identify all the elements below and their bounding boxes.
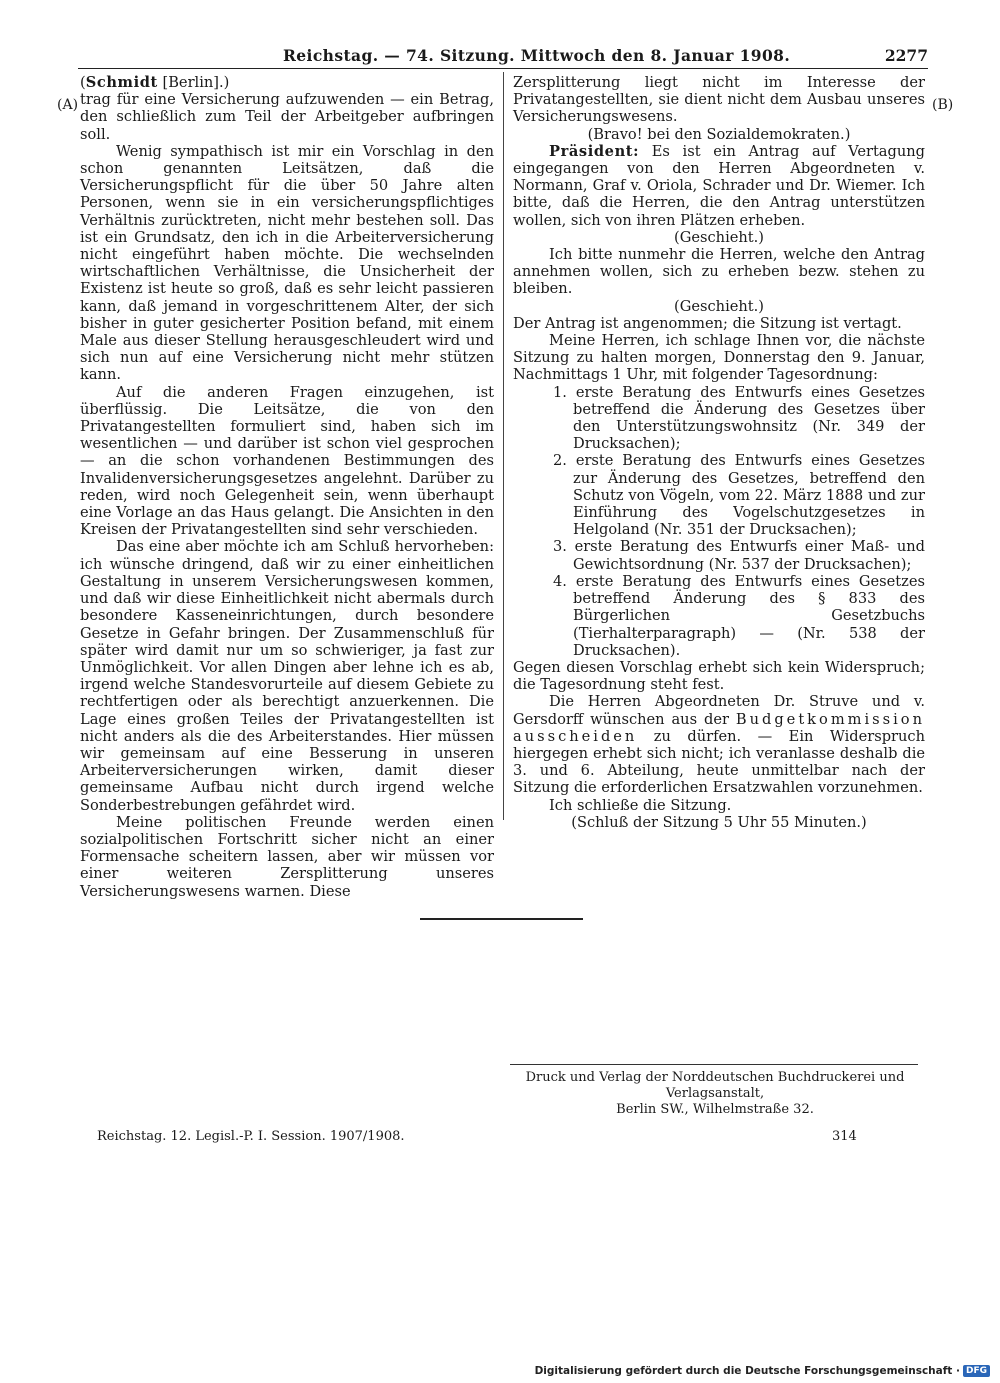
header-rule: [78, 68, 928, 69]
interjection: (Geschieht.): [674, 297, 764, 315]
footer-number: 314: [832, 1129, 857, 1144]
page-header: [78, 46, 928, 68]
paragraph: [513, 693, 925, 796]
speaker-line: (Schmidt [Berlin].): [80, 74, 230, 91]
paragraph: trag für eine Versicherung aufzuwenden — ein Betrag, den schließlich zum Teil der Arbeitgeber aufbringen soll.: [80, 91, 494, 143]
left-column: [80, 74, 494, 900]
agenda-item: 4. erste Beratung des Entwurfs eines Gesetzes betreffend Änderung des § 833 des Bürgerlichen Gesetzbuchs (Tierhalterparagraph) — (Nr. 538 der Drucksachen).: [553, 572, 925, 659]
margin-marker-b: (B): [932, 97, 954, 113]
printer-line: Berlin SW., Wilhelmstraße 32.: [616, 1102, 814, 1117]
paragraph: Der Antrag ist angenommen; die Sitzung ist vertagt.: [513, 314, 902, 332]
interjection: (Bravo! bei den Sozialdemokraten.): [587, 125, 851, 143]
dfg-logo: DFG: [963, 1365, 990, 1377]
printer-rule: [510, 1064, 918, 1065]
paragraph: Meine Herren, ich schlage Ihnen vor, die nächste Sitzung zu halten morgen, Donnerstag den 9. Januar, Nachmittags 1 Uhr, mit folgender Tagesordnung:: [513, 332, 925, 384]
president-speech: [513, 143, 925, 229]
paragraph: Ich bitte nunmehr die Herren, welche den Antrag annehmen wollen, sich zu erheben bezw. stehen zu bleiben.: [513, 246, 925, 298]
deputies-before: Die Herren Abgeordneten Dr. Struve und v. Gersdorff wünschen aus der: [513, 693, 925, 728]
dfg-credit: [535, 1365, 990, 1377]
dfg-text: Digitalisierung gefördert durch die Deutsche Forschungsgemeinschaft ·: [534, 1365, 960, 1377]
printer-line: Druck und Verlag der Norddeutschen Buchdruckerei und Verlagsanstalt,: [525, 1070, 905, 1101]
section-rule: [420, 918, 583, 920]
paragraph: Ich schließe die Sitzung.: [549, 796, 732, 814]
page-title: Reichstag. — 74. Sitzung. Mittwoch den 8. Januar 1908.: [283, 46, 791, 65]
agenda-item: 2. erste Beratung des Entwurfs eines Gesetzes zur Änderung des Gesetzes, betreffend den Schutz von Vögeln, vom 22. März 1888 und zur Einführung des Vogelschutzgesetzes in Helgoland (Nr. 351 der Drucksachen);: [553, 452, 925, 539]
paragraph: Auf die anderen Fragen einzugehen, ist überflüssig. Die Leitsätze, die von den Privatangestellten formuliert sind, haben sich im wesentlichen — und darüber ist schon viel gesprochen — an die schon vorhandenen Bestimmungen des Invalidenversicherungsgesetzes angelehnt. Darüber zu reden, wird noch Gelegenheit sein, wenn überhaupt eine Vorlage an das Haus gelangt. Die Ansichten in den Kreisen der Privatangestellten sind sehr verschieden.: [80, 383, 494, 539]
page-number: 2277: [884, 46, 928, 65]
president-label: Präsident:: [549, 142, 640, 160]
deputies-after: zu dürfen. — Ein Widerspruch hiergegen erhebt sich nicht; ich veranlasse deshalb die 3. und 6. Abteilung, heute unmittelbar nach der Sitzung die erforderlichen Ersatzwahlen vorzunehmen.: [513, 727, 925, 797]
agenda-item: 1. erste Beratung des Entwurfs eines Gesetzes betreffend die Änderung des Gesetzes über den Unterstützungswohnsitz (Nr. 349 der Drucksachen);: [553, 383, 925, 453]
interjection: (Geschieht.): [674, 228, 764, 246]
column-divider: [503, 72, 504, 820]
paragraph: Das eine aber möchte ich am Schluß hervorheben: ich wünsche dringend, daß wir zu einer einheitlichen Gestaltung in unserem Versicherungswesen kommen, und daß wir diese Einheitlichkeit nicht abermals durch besondere Kasseneinrichtungen, durch besondere Gesetze in Gefahr bringen. Der Zusammenschluß für später wird damit nur um so schwieriger, ja fast zur Unmöglichkeit. Vor allen Dingen aber lehne ich es ab, irgend welche Standesvorurteile auf diesem Gebiete zu rechtfertigen oder als berechtigt anzuerkennen. Die Lage eines großen Teiles der Privatangestellten ist nicht anders als die des Arbeiterstandes. Hier müssen wir gemeinsam auf eine Besserung in unseren Arbeiterversicherungen wirken, damit dieser gemeinsame Aufbau nicht durch irgend welche Sonderbestrebungen gefährdet wird.: [80, 538, 494, 814]
commission-name: Budgetkommission ausscheiden: [513, 710, 925, 745]
paragraph: Gegen diesen Vorschlag erhebt sich kein Widerspruch; die Tagesordnung steht fest.: [513, 658, 925, 694]
speaker-name: Schmidt: [85, 74, 158, 91]
footer-session: Reichstag. 12. Legisl.-P. I. Session. 1907/1908.: [97, 1129, 405, 1144]
right-column: [513, 74, 925, 831]
paragraph: Zersplitterung liegt nicht im Interesse der Privatangestellten, sie dient nicht dem Ausbau unseres Versicherungswesens.: [513, 74, 925, 126]
paragraph: Meine politischen Freunde werden einen sozialpolitischen Fortschritt sicher nicht an einer Formensache scheitern lassen, aber wir müssen vor einer weiteren Zersplitterung unseres Versicherungswesens warnen. Diese: [80, 813, 494, 900]
session-end: (Schluß der Sitzung 5 Uhr 55 Minuten.): [571, 813, 867, 831]
speaker-place: [Berlin].): [162, 74, 230, 91]
margin-marker-a: (A): [57, 97, 79, 113]
president-text: Es ist ein Antrag auf Vertagung eingegangen von den Herren Abgeordneten v. Normann, Graf v. Oriola, Schrader und Dr. Wiemer. Ich bitte, daß die Herren, die den Antrag unterstützen wollen, sich von ihren Plätzen erheben.: [513, 142, 925, 229]
printer-imprint: [510, 1070, 920, 1118]
agenda-item: 3. erste Beratung des Entwurfs einer Maß- und Gewichtsordnung (Nr. 537 der Drucksachen);: [553, 538, 925, 573]
paragraph: Wenig sympathisch ist mir ein Vorschlag in den schon genannten Leitsätzen, daß die Versicherungspflicht für die über 50 Jahre alten Personen, wenn sie in ein versicherungspflichtiges Verhältnis zurücktreten, nicht mehr bestehen soll. Das ist ein Grundsatz, den ich in die Arbeiterversicherung nicht eingeführt haben möchte. Die wechselnden wirtschaftlichen Verhältnisse, die Unsicherheit der Existenz ist heute so groß, daß es sehr leicht passieren kann, daß jemand in vorgeschrittenem Alter, der sich bisher in guter gesicherter Position befand, mit einem Male aus dieser Stellung herausgeschleudert wird und sich nun auf eine Versicherung nicht mehr stützen kann.: [80, 142, 494, 384]
